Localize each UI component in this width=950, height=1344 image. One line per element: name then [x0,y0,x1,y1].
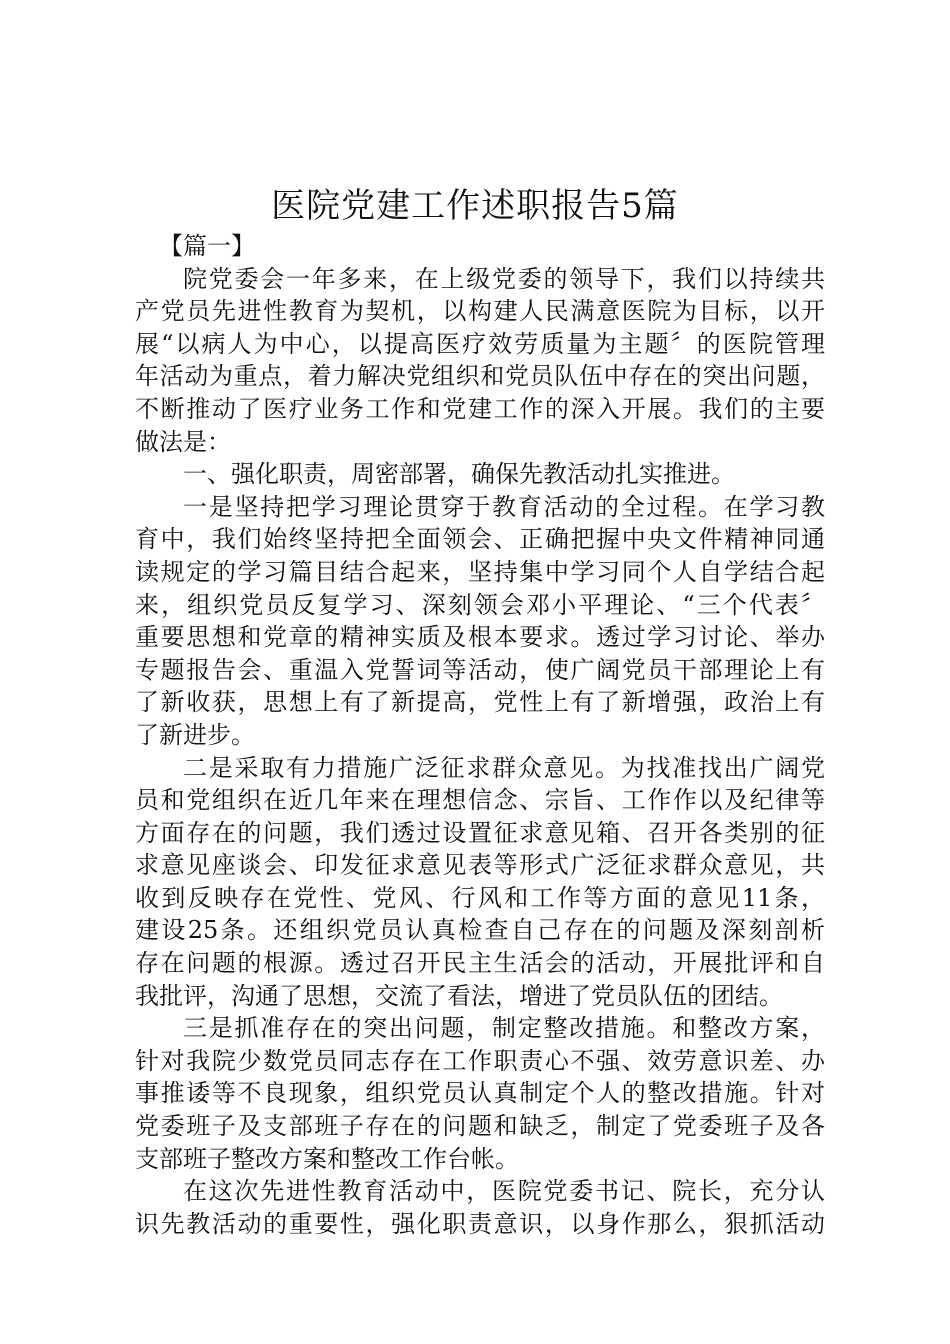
paragraph-line: 事推诿等不良现象，组织党员认真制定个人的整改措施。针对 [135,1079,825,1108]
paragraph-line: 二是采取有力措施广泛征求群众意见。为找准找出广阔党 [183,753,825,782]
document-body [135,230,825,1240]
paragraph-line: 一、强化职责，周密部署，确保先教活动扎实推进。 [183,460,735,489]
paragraph-line: 重要思想和党章的精神实质及根本要求。透过学习讨论、举办 [135,623,825,652]
paragraph [135,263,825,459]
paragraph-line: 育中，我们始终坚持把全面领会、正确把握中央文件精神同通 [135,525,825,554]
paragraph-line: 做法是： [135,427,231,456]
document-title: 医院党建工作述职报告5篇 [271,186,679,226]
paragraph [135,1175,825,1240]
paragraph [135,752,825,1013]
paragraph-line: 展“以病人为中心，以提高医疗效劳质量为主题〞的医院管理 [135,329,825,358]
paragraph-line: 方面存在的问题，我们透过设置征求意见箱、召开各类别的征 [135,818,825,847]
paragraph-line: 存在问题的根源。透过召开民主生活会的活动，开展批评和自 [135,949,825,978]
paragraph-line: 员和党组织在近几年来在理想信念、宗旨、工作作以及纪律等 [135,786,825,815]
paragraph-line: 年活动为重点，着力解决党组织和党员队伍中存在的突出问题， [135,362,825,391]
paragraph-line: 一是坚持把学习理论贯穿于教育活动的全过程。在学习教 [183,492,825,521]
paragraph-line: 支部班子整改方案和整改工作台帐。 [135,1144,519,1173]
paragraph-line: 产党员先进性教育为契机，以构建人民满意医院为目标，以开 [135,297,825,326]
paragraph-line: 院党委会一年多来，在上级党委的领导下，我们以持续共 [183,264,825,293]
paragraph-line: 了新收获，思想上有了新提高，党性上有了新增强，政治上有 [135,688,825,717]
paragraph-line: 读规定的学习篇目结合起来，坚持集中学习同个人自学结合起 [135,557,825,586]
paragraph-line: 收到反映存在党性、党风、行风和工作等方面的意见11条， [135,883,825,912]
paragraph-line: 来，组织党员反复学习、深刻领会邓小平理论、“三个代表〞 [135,590,825,619]
paragraph-line: 了新进步。 [135,720,255,749]
paragraph-line: 识先教活动的重要性，强化职责意识，以身作那么，狠抓活动 [135,1209,825,1238]
paragraph-line: 求意见座谈会、印发征求意见表等形式广泛征求群众意见，共 [135,851,825,880]
paragraph-line: 三是抓准存在的突出问题，制定整改措施。和整改方案， [183,1014,825,1043]
paragraph [135,458,825,491]
paragraph-line: 建设25条。还组织党员认真检查自己存在的问题及深刻剖析 [135,916,825,945]
paragraph-line: 党委班子及支部班子存在的问题和缺乏，制定了党委班子及各 [135,1112,825,1141]
paragraph-line: 在这次先进性教育活动中，医院党委书记、院长，充分认 [183,1177,825,1206]
section-label: 【篇一】 [159,232,255,260]
paragraph-line: 不断推动了医疗业务工作和党建工作的深入开展。我们的主要 [135,394,825,423]
paragraph [135,491,825,752]
paragraph-line: 专题报告会、重温入党誓词等活动，使广阔党员干部理论上有 [135,655,825,684]
paragraph [135,1012,825,1175]
paragraph-line: 我批评，沟通了思想，交流了看法，增进了党员队伍的团结。 [135,981,783,1010]
paragraph-line: 针对我院少数党员同志存在工作职责心不强、效劳意识差、办 [135,1046,825,1075]
